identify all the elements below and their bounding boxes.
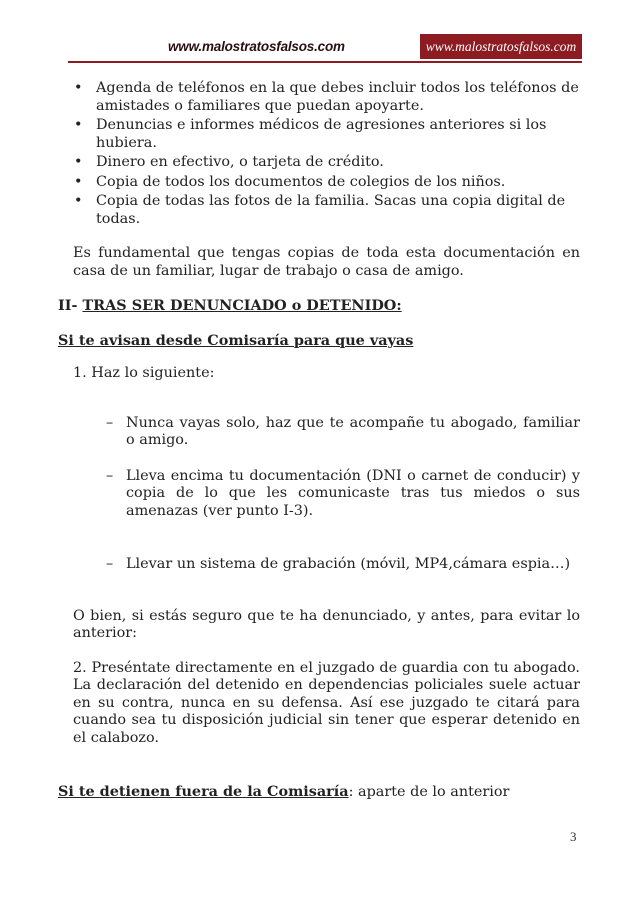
- dash-item: [58, 468, 580, 521]
- alternative-paragraph: O bien, si estás seguro que te ha denunciado, y antes, para evitar lo anterior:: [73, 607, 580, 641]
- page-header: [0, 32, 638, 64]
- list-item: • Denuncias e informes médicos de agresiones anteriores si los hubiera.: [58, 117, 580, 152]
- header-site-badge: www.malostratosfalsos.com: [420, 34, 582, 59]
- document-body: [58, 80, 580, 802]
- dash-mark: –: [106, 467, 114, 484]
- detained-title: Si te detienen fuera de la Comisaría: [58, 783, 349, 800]
- dash-item: [58, 415, 580, 450]
- page-number: 3: [570, 829, 577, 844]
- list-item: • Agenda de teléfonos en la que debes incluir todos los teléfonos de amistades o familiares que puedan apoyarte.: [58, 80, 580, 115]
- step-two-paragraph: 2. Preséntate directamente en el juzgado de guardia con tu abogado. La declaración del detenido en dependencias policiales suele actuar en su contra, nunca en su defensa. Así ese juzgado te citará para cuando sea tu disposición judicial sin tener que esperar detenido en el calabozo.: [73, 659, 580, 746]
- section-title: TRAS SER DENUNCIADO o DETENIDO:: [82, 297, 402, 314]
- list-item: • Dinero en efectivo, o tarjeta de crédito.: [58, 154, 580, 172]
- list-item: • Copia de todas las fotos de la familia. Sacas una copia digital de todas.: [58, 193, 580, 228]
- dash-item-text: Lleva encima tu documentación (DNI o carnet de conducir) y copia de lo que les comunicaste tras tus miedos o sus amenazas (ver punto I-3).: [126, 467, 580, 519]
- header-rule: [68, 61, 582, 63]
- step-one: 1. Haz lo siguiente:: [73, 365, 215, 381]
- documents-list: [58, 80, 580, 228]
- subheading-detained: [58, 783, 580, 802]
- dash-item-text: Nunca vayas solo, haz que te acompañe tu abogado, familiar o amigo.: [126, 414, 580, 448]
- dash-mark: –: [106, 556, 114, 572]
- list-item: • Copia de todos los documentos de colegios de los niños.: [58, 174, 580, 192]
- section-heading: [58, 297, 580, 315]
- header-site-left: www.malostratosfalsos.com: [168, 39, 345, 54]
- dash-mark: –: [106, 414, 114, 431]
- section-prefix: II-: [58, 297, 83, 314]
- copies-paragraph: Es fundamental que tengas copias de toda esta documentación en casa de un familiar, lugar de trabajo o casa de amigo.: [73, 245, 580, 279]
- dash-item-text: Llevar un sistema de grabación (móvil, MP4,cámara espia…): [126, 556, 571, 572]
- detained-rest: : aparte de lo anterior: [348, 784, 510, 800]
- dash-item: [58, 556, 580, 574]
- subheading-called: Si te avisan desde Comisaría para que vayas: [58, 331, 414, 349]
